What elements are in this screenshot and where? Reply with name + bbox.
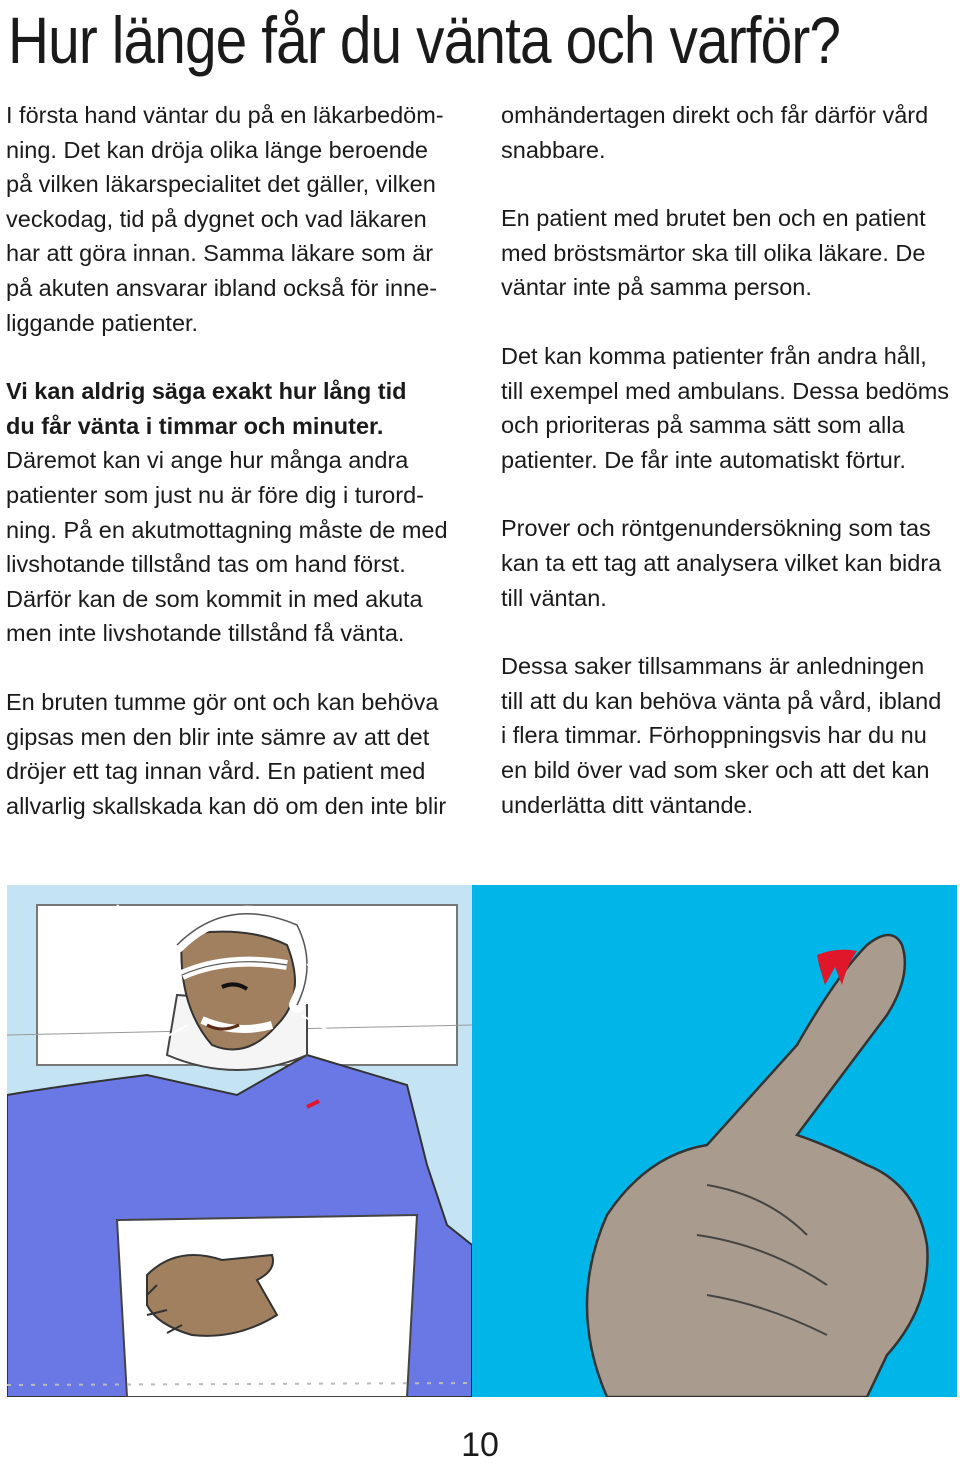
paragraph [501,511,956,615]
text-line: Däremot kan vi ange hur många andra [6,447,409,474]
patient-illustration [7,885,472,1397]
hand [147,1255,277,1336]
text-line: till väntan. [501,584,607,611]
text-line: underlätta ditt väntande. [501,791,754,818]
text-line: med bröstsmärtor ska till olika läkare. De [501,239,926,266]
text-line: på akuten ansvarar ibland också för inne- [6,274,438,301]
text-line: väntar inte på samma person. [501,274,812,301]
text-line: omhändertagen direkt och får därför vård [501,102,929,128]
text-line: har att göra innan. Samma läkare som är [6,240,434,267]
page-title: Hur länge får du vänta och varför? [8,3,841,77]
paragraph [501,649,956,822]
paragraph [6,98,466,340]
text-line: snabbare. [501,136,606,163]
emphasis-line: Vi kan aldrig säga exakt hur lång tid [6,378,407,405]
text-line: men inte livshotande tillstånd få vänta. [6,620,405,647]
text-line: i flera timmar. Förhoppningsvis har du nu [501,722,927,749]
text-line: en bild över vad som sker och att det kan [501,756,930,783]
text-line: patienter. De får inte automatiskt förtur. [501,446,906,473]
text-line: på vilken läkarspecialitet det gäller, vilken [6,171,436,198]
text-line: till att du kan behöva vänta på vård, ibland [501,687,942,714]
text-line: liggande patienter. [6,309,199,336]
left-column [6,98,466,823]
text-line: dröjer ett tag innan vård. En patient med [6,758,426,785]
text-line: och prioriteras på samma sätt som alla [501,412,905,439]
paragraph [501,201,956,305]
paragraph [501,98,956,167]
text-line: Därför kan de som kommit in med akuta [6,585,423,612]
illustration [7,885,957,1397]
text-line: En bruten tumme gör ont och kan behöva [6,688,439,715]
text-line: till exempel med ambulans. Dessa bedöms [501,377,950,404]
paragraph [6,685,466,823]
text-line: kan ta ett tag att analysera vilket kan bidra [501,549,942,576]
text-line: veckodag, tid på dygnet och vad läkaren [6,205,427,232]
text-line: Dessa saker tillsammans är anledningen [501,653,925,680]
text-line: Det kan komma patienter från andra håll, [501,342,927,369]
text-line: I första hand väntar du på en läkarbedöm- [6,102,444,128]
text-line: allvarlig skallskada kan dö om den inte blir [6,792,447,819]
text-line: livshotande tillstånd tas om hand först. [6,551,406,578]
text-line: patienter som just nu är före dig i turord- [6,481,424,508]
page-number: 10 [461,1426,499,1464]
text-line: ning. På en akutmottagning måste de med [6,516,448,543]
text-line: ning. Det kan dröja olika länge beroende [6,136,428,163]
text-line: gipsas men den blir inte sämre av att det [6,723,430,750]
text-line: En patient med brutet ben och en patient [501,205,926,232]
finger-illustration [472,885,957,1397]
text-line: Prover och röntgenundersökning som tas [501,515,931,542]
emphasis-line: du får vänta i timmar och minuter. [6,412,384,439]
paragraph [6,374,466,651]
paragraph [501,339,956,477]
right-column [501,98,956,822]
